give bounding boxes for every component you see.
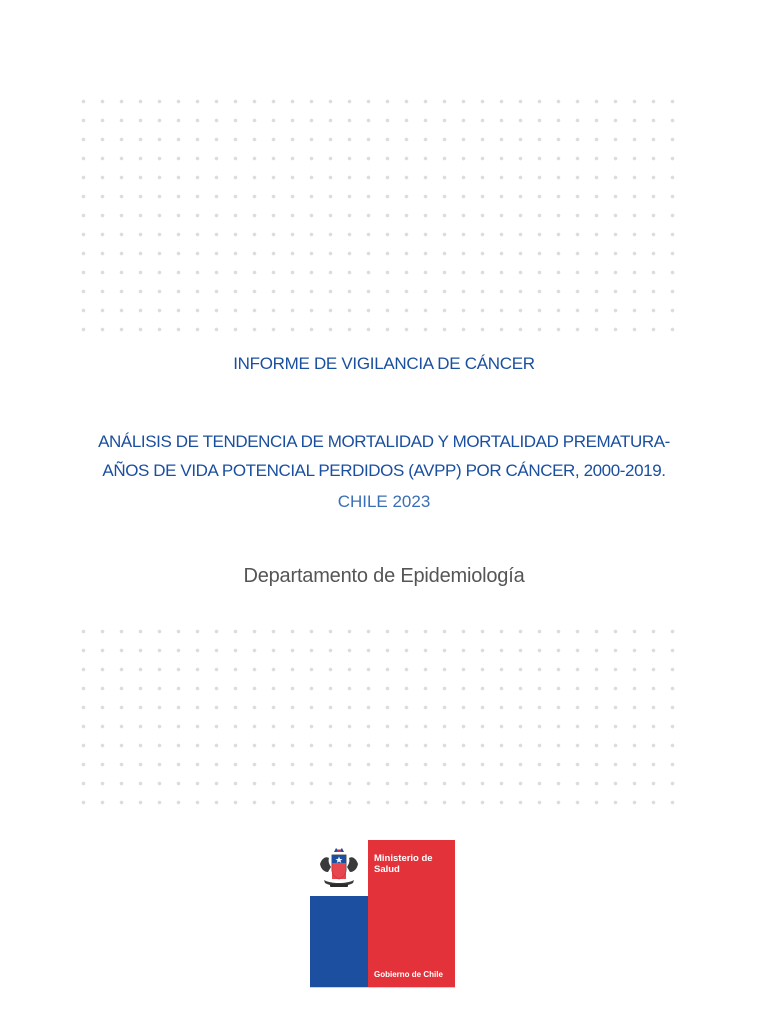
ministry-name-line-1: Ministerio de xyxy=(374,853,433,864)
department-name: Departamento de Epidemiología xyxy=(243,565,525,587)
logo-left-panel xyxy=(310,840,368,987)
decorative-dot-pattern-top xyxy=(70,88,688,344)
decorative-dot-pattern-bottom xyxy=(70,618,688,810)
country-year: CHILE 2023 xyxy=(337,492,431,511)
subtitle-line-1: ANÁLISIS DE TENDENCIA DE MORTALIDAD Y MORTALIDAD PREMATURA- xyxy=(98,432,670,451)
logo-blue-block xyxy=(310,896,368,987)
subtitle-line-2: AÑOS DE VIDA POTENCIAL PERDIDOS (AVPP) POR CÁNCER, 2000-2019. xyxy=(102,461,666,480)
government-label: Gobierno de Chile xyxy=(374,970,443,979)
chile-coat-of-arms-icon xyxy=(316,846,362,890)
ministry-name xyxy=(374,853,433,875)
logo-red-block xyxy=(368,840,455,987)
report-title: INFORME DE VIGILANCIA DE CÁNCER xyxy=(233,354,535,373)
ministry-name-line-2: Salud xyxy=(374,864,400,875)
ministry-logo xyxy=(310,840,455,987)
report-subtitle xyxy=(0,427,768,485)
logo-emblem-area xyxy=(310,840,368,896)
